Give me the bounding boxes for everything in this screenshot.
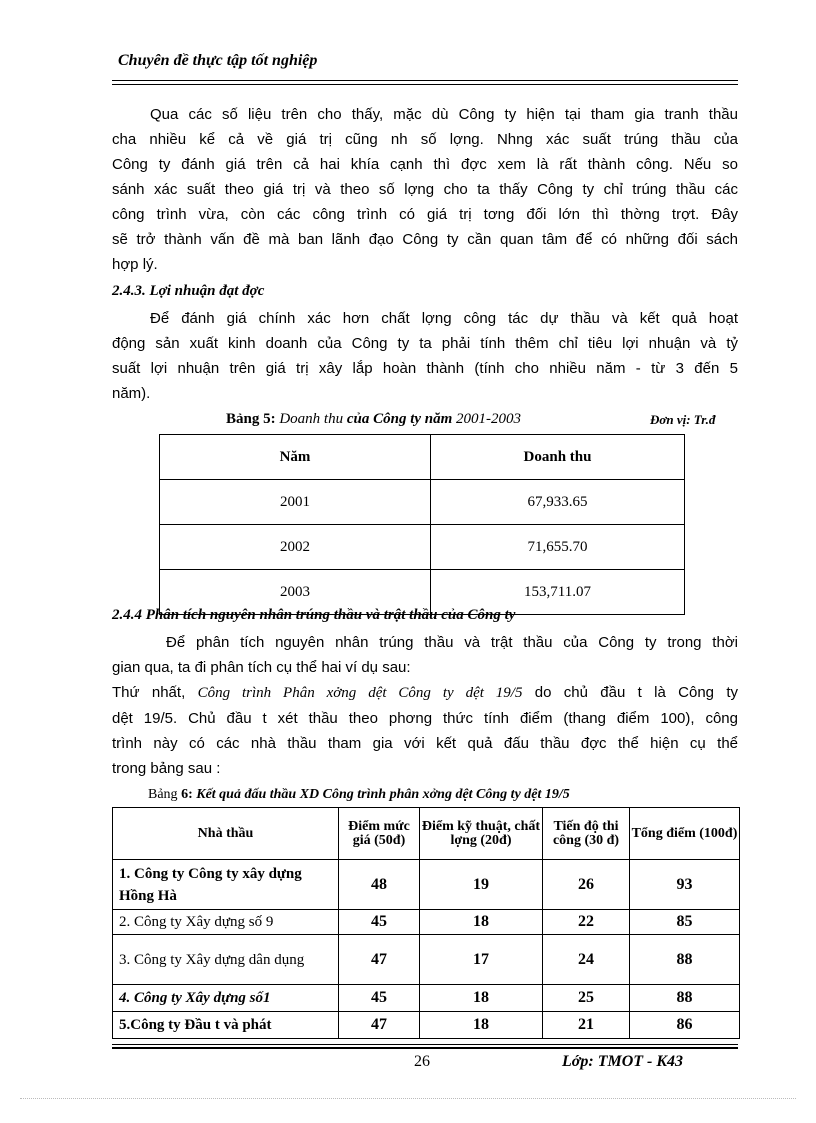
paragraph-3 (112, 630, 738, 781)
table-5-header-revenue: Doanh thu (431, 435, 685, 480)
paragraph-2-line: năm). (112, 385, 151, 402)
table-5-cell-revenue: 67,933.65 (431, 480, 685, 525)
table-6-cell-technical: 18 (420, 910, 543, 935)
table-6-cell-contractor: 2. Công ty Xây dựng số 9 (113, 910, 339, 935)
paragraph-3-line: trình này có các nhà thầu tham gia với kết quả đấu thầu đợc thể hiện cụ thể (112, 735, 738, 752)
document-header-title: Chuyên đề thực tập tốt nghiệp (118, 52, 318, 69)
table-row (160, 480, 685, 525)
table-5-cell-revenue: 153,711.07 (431, 570, 685, 615)
paragraph-1-line: Công ty đánh giá trên cả hai khía cạnh thì đợc xem là rất thành công. Nếu so (112, 156, 738, 173)
table-6-cell-progress: 26 (543, 860, 630, 910)
table-row (113, 985, 740, 1012)
table-5-caption (226, 411, 521, 428)
table-6-header-total: Tổng điểm (100đ) (630, 808, 740, 860)
table-6-cell-price: 47 (339, 1012, 420, 1039)
table-6-caption-title: Kết quả đấu thầu XD Công trình phân xởng dệt Công ty dệt 19/5 (192, 787, 570, 802)
header-rule-top (112, 80, 738, 81)
table-6-cell-total: 86 (630, 1012, 740, 1039)
footer-class-label: Lớp: TMOT - K43 (562, 1053, 684, 1070)
table-6-header-progress: Tiến độ thi công (30 đ) (543, 808, 630, 860)
table-6-cell-contractor: 4. Công ty Xây dựng số1 (113, 985, 339, 1012)
table-row (160, 525, 685, 570)
header-rule-bottom (112, 84, 738, 85)
table-6-cell-technical: 18 (420, 1012, 543, 1039)
table-6-caption (148, 787, 570, 803)
table-row (113, 910, 740, 935)
section-2-4-4-heading: 2.4.4 Phân tích nguyên nhân trúng thầu và trật thầu của Công ty (112, 607, 516, 623)
paragraph-2-line: suất lợi nhuận trên giá trị xây lắp hoàn thành (tính cho nhiều năm - từ 3 đến 5 (112, 360, 738, 377)
table-6-cell-technical: 18 (420, 985, 543, 1012)
table-6-header-price: Điểm mức giá (50đ) (339, 808, 420, 860)
table-6-cell-progress: 25 (543, 985, 630, 1012)
paragraph-3-line: Thứ nhất, Công trình Phân xởng dệt Công ty dệt 19/5 do chủ đầu t là Công ty (112, 684, 738, 701)
table-6-cell-total: 88 (630, 985, 740, 1012)
table-row (113, 935, 740, 985)
table-5-unit: Đơn vị: Tr.đ (650, 412, 716, 427)
project-name: Công trình Phân xởng dệt Công ty dệt 19/5 (197, 685, 523, 701)
table-6-cell-price: 45 (339, 910, 420, 935)
table-5-revenue (159, 434, 685, 615)
section-2-4-3-heading: 2.4.3. Lợi nhuận đạt đợc (112, 283, 265, 299)
page-number: 26 (414, 1053, 430, 1070)
table-6-cell-technical: 19 (420, 860, 543, 910)
paragraph-2 (112, 306, 738, 406)
table-6-cell-total: 88 (630, 935, 740, 985)
table-6-cell-technical: 17 (420, 935, 543, 985)
table-6-cell-progress: 21 (543, 1012, 630, 1039)
paragraph-2-line: động sản xuất kinh doanh của Công ty ta phải tính thêm chỉ tiêu lợi nhuận và tỷ (112, 335, 738, 352)
table-row (113, 860, 740, 910)
table-6-caption-number: 6: (181, 787, 193, 802)
table-header-row (160, 435, 685, 480)
paragraph-3-line: trong bảng sau : (112, 760, 221, 777)
paragraph-3-line: Để phân tích nguyên nhân trúng thầu và trật thầu của Công ty trong thời (166, 634, 738, 651)
paragraph-3-line: gian qua, ta đi phân tích cụ thể hai ví dụ sau: (112, 659, 411, 676)
table-6-cell-price: 47 (339, 935, 420, 985)
paragraph-1-line: Qua các số liệu trên cho thấy, mặc dù Công ty hiện tại tham gia tranh thầu (150, 106, 738, 123)
table-6-cell-contractor: 3. Công ty Xây dựng dân dụng (113, 935, 339, 985)
table-header-row (113, 808, 740, 860)
table-6-cell-progress: 24 (543, 935, 630, 985)
paragraph-1-line: sánh xác suất theo giá trị và theo số lợng cho ta thấy Công ty chỉ trúng thầu các (112, 181, 738, 198)
table-6-cell-progress: 22 (543, 910, 630, 935)
table-6-cell-price: 48 (339, 860, 420, 910)
paragraph-1-line: cha nhiều kể cả về giá trị cũng nh số lợng. Nhng xác suất trúng thầu của (112, 131, 738, 148)
table-5-cell-year: 2002 (160, 525, 431, 570)
paragraph-1-line: sẽ trở thành vấn đề mà ban lãnh đạo Công ty cần quan tâm để có những đối sách (112, 231, 738, 248)
paragraph-1-line: hợp lý. (112, 256, 158, 273)
table-6-bid-results (112, 807, 740, 1039)
paragraph-1-line: công trình vừa, còn các công trình có giá trị tơng đối lớn thì thờng trợt. Đây (112, 206, 738, 223)
table-5-header-year: Năm (160, 435, 431, 480)
table-6-cell-total: 85 (630, 910, 740, 935)
table-6-header-contractor: Nhà thầu (113, 808, 339, 860)
paragraph-1 (112, 102, 738, 277)
table-6-cell-total: 93 (630, 860, 740, 910)
footer-rule-bottom (112, 1047, 738, 1049)
footer-rule-top (112, 1044, 738, 1045)
table-5-caption-title-2: của Công ty năm (346, 411, 457, 427)
table-5-caption-years: 2001-2003 (456, 411, 522, 427)
page-bottom-dotted-border (20, 1098, 796, 1099)
paragraph-3-line: dệt 19/5. Chủ đầu t xét thầu theo phơng thức tính điểm (thang điểm 100), công (112, 710, 738, 727)
table-5-caption-title: Doanh thu (275, 411, 347, 427)
table-6-header-technical: Điểm kỹ thuật, chất lợng (20đ) (420, 808, 543, 860)
table-6-cell-contractor: 5.Công ty Đầu t và phát (113, 1012, 339, 1039)
table-6-caption-label: Bảng (148, 787, 182, 802)
table-5-cell-year: 2003 (160, 570, 431, 615)
table-5-caption-label: Bảng 5: (226, 411, 276, 427)
paragraph-2-line: Để đánh giá chính xác hơn chất lợng công tác dự thầu và kết quả hoạt (150, 310, 738, 327)
table-5-cell-year: 2001 (160, 480, 431, 525)
table-6-cell-contractor: 1. Công ty Công ty xây dựng Hồng Hà (113, 860, 339, 910)
table-6-cell-price: 45 (339, 985, 420, 1012)
table-5-cell-revenue: 71,655.70 (431, 525, 685, 570)
table-row (113, 1012, 740, 1039)
